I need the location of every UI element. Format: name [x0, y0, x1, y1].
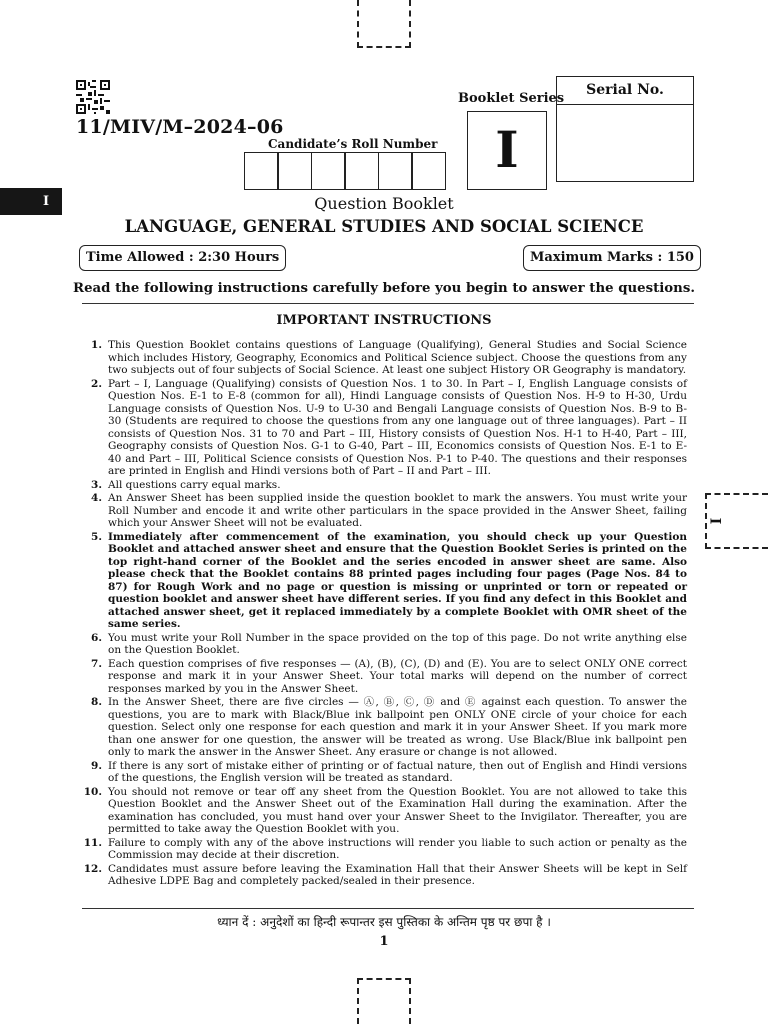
qr-code-icon — [76, 80, 110, 114]
instruction-item: 12. Candidates must assure before leaving the Examination Hall that their Answer Sheets will be kept in Self Adhesive LDPE Bag and completely packed/sealed in their presence. — [83, 862, 687, 887]
instruction-item: 10. You should not remove or tear off any sheet from the Question Booklet. You are not allowed to take this Question Booklet and the Answer Sheet out of the Examination Hall during the examination. After the examination has concluded, you must hand over your Answer Sheet to the Invigilator. Thereafter, you are permitted to take away the Question Booklet with you. — [83, 785, 687, 835]
instruction-item: 4. An Answer Sheet has been supplied inside the question booklet to mark the answers. You must write your Roll Number and encode it and write other particulars in the space provided in the Answer Sheet, failing which your Answer Sheet will not be evaluated. — [91, 492, 687, 529]
instruction-item: 1. This Question Booklet contains questions of Language (Qualifying), General Studies and Social Science which includes History, Geography, Economics and Political Science subject. Choose the questions from any two subjects out of four subjects of Social Science. At least one subject History OR Geography is mandatory. — [91, 339, 687, 376]
serial-number-box — [556, 76, 694, 182]
instruction-item: 5. Immediately after commencement of the examination, you should check up your Question Booklet and attached answer sheet and ensure that the Question Booklet Series is printed on the top right-hand corner of the Booklet and the series encoded in answer sheet are same. Also please check that the Booklet contains 88 printed pages including four pages (Page Nos. 84 to 87) for Rough Work and no page or question is missing or unprinted or torn or repeated or question booklet and answer sheet have different series. If you find any defect in this Booklet and attached answer sheet, get it replaced immediately by a complete Booklet with OMR sheet of the same series. — [91, 530, 687, 630]
roll-digit-box[interactable] — [311, 152, 346, 190]
read-instructions-line: Read the following instructions carefully before you begin to answer the questions. — [73, 281, 695, 296]
instruction-item: 2. Part – I, Language (Qualifying) consists of Question Nos. 1 to 30. In Part – I, English Language consists of Question Nos. E-1 to E-8 (common for all), Hindi Language consists of Question Nos. H-9 to H-30, Urdu Language consists of Question Nos. U-9 to U-30 and Bengali Language consists of Question Nos. B-9 to B-30 (Students are required to choose the questions from any one language out of three languages). Part – II consists of Question Nos. 31 to 70 and Part – III, History consists of Question Nos. H-1 to H-40, Part – III, Geography consists of Question Nos. G-1 to G-40, Part – III, Economics consists of Question Nos. E-1 to E-40 and Part – III, Political Science consists of Question Nos. P-1 to P-40. The questions and their responses are printed in English and Hindi versions both of Part – II and Part – III. — [91, 377, 687, 477]
side-series-tab: I — [0, 188, 62, 215]
bottom-cut-mark — [357, 978, 411, 1024]
question-booklet-label: Question Booklet — [314, 194, 454, 213]
top-cut-mark — [357, 0, 411, 48]
instruction-item: 3. All questions carry equal marks. — [91, 478, 281, 491]
roll-digit-box[interactable] — [344, 152, 379, 190]
maximum-marks-badge: Maximum Marks : 150 — [523, 245, 701, 271]
booklet-series-box: I — [467, 111, 547, 190]
divider — [82, 303, 694, 304]
exam-code: 11/MIV/M–2024–06 — [76, 116, 284, 138]
instruction-item: 9. If there is any sort of mistake either of printing or of factual nature, then out of English and Hindi versions of the questions, the English version will be treated as standard. — [91, 759, 687, 784]
instruction-item: 11. Failure to comply with any of the above instructions will render you liable to such action or penalty as the Commission may decide at their discretion. — [83, 836, 687, 861]
serial-number-label: Serial No. — [557, 77, 693, 105]
roll-number-label: Candidate’s Roll Number — [268, 137, 438, 151]
time-allowed-badge: Time Allowed : 2:30 Hours — [79, 245, 286, 271]
divider — [82, 908, 694, 909]
page-number: 1 — [379, 934, 389, 949]
right-cut-mark — [705, 493, 768, 549]
booklet-series-label: Booklet Series — [458, 91, 565, 106]
roll-number-boxes[interactable] — [245, 152, 446, 190]
instructions-list — [82, 339, 687, 889]
roll-digit-box[interactable] — [378, 152, 413, 190]
important-instructions-heading: IMPORTANT INSTRUCTIONS — [276, 313, 492, 328]
roll-digit-box[interactable] — [411, 152, 446, 190]
instruction-item: 7. Each question comprises of five responses — (A), (B), (C), (D) and (E). You are to select ONLY ONE correct response and mark it in your Answer Sheet. Your total marks will depend on the number of correct responses marked by you in the Answer Sheet. — [91, 657, 687, 695]
hindi-note: ध्यान दें : अनुदेशों का हिन्दी रूपान्तर इस पुस्तिका के अन्तिम पृष्ठ पर छपा है । — [217, 915, 551, 929]
roll-digit-box[interactable] — [277, 152, 312, 190]
instruction-item: 6. You must write your Roll Number in the space provided on the top of this page. Do not write anything else on the Question Booklet. — [91, 631, 687, 656]
instruction-item: 8. In the Answer Sheet, there are five circles — Ⓐ, Ⓑ, Ⓒ, Ⓓ and Ⓔ against each question. To answer the questions, you are to mark with Black/Blue ink ballpoint pen ONLY ONE circle of your choice for each question. Select only one response for each question and mark it in your Answer Sheet. If you mark more than one answer for one question, the answer will be treated as wrong. Use Black/Blue ink ballpoint pen only to mark the answer in the Answer Sheet. Any erasure or change is not allowed. — [91, 696, 687, 758]
subject-title: LANGUAGE, GENERAL STUDIES AND SOCIAL SCIENCE — [124, 217, 644, 236]
roll-digit-box[interactable] — [244, 152, 279, 190]
right-series-marker: I — [706, 517, 723, 525]
